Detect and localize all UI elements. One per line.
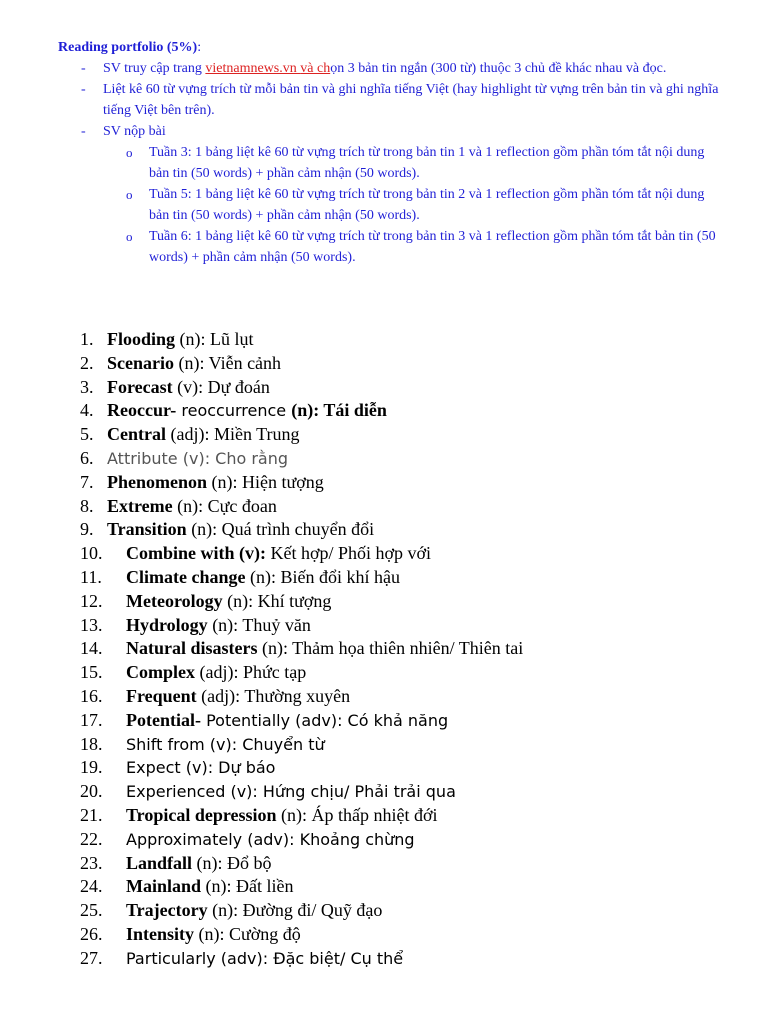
vocab-term: Potential-	[126, 709, 201, 730]
vocab-term: Complex	[126, 662, 195, 683]
vocab-entry	[126, 804, 438, 828]
vocab-number: 5.	[80, 424, 94, 445]
submission-sub-bullet: o Tuần 5: 1 bảng liệt kê 60 từ vựng trích từ trong bản tin 2 và 1 reflection gồm phần tóm tắt nội dung bản tin (50 words) + phần cảm nhận (50 words).	[58, 184, 728, 226]
vocab-term: Climate change	[126, 566, 246, 587]
vocab-term: Central	[107, 424, 166, 445]
vocab-entry: Experienced (v): Hứng chịu/ Phải trải qua	[126, 782, 456, 802]
vocab-entry: Shift from (v): Chuyển từ	[126, 734, 325, 754]
vocab-term: Intensity	[126, 923, 195, 944]
vocab-item	[80, 542, 760, 566]
vocab-number: 7.	[80, 471, 94, 492]
vocab-term: Scenario	[107, 352, 174, 373]
assignment-instructions	[58, 37, 748, 268]
vocab-number: 9.	[80, 519, 94, 540]
vocab-meaning: (n): Đường đi/ Quỹ đạo	[207, 900, 383, 921]
vocab-number: 1.	[80, 329, 94, 349]
vocab-item	[80, 828, 760, 852]
vocab-item	[80, 376, 760, 400]
vocab-entry	[107, 518, 374, 542]
vocab-term: Combine with (v):	[126, 543, 266, 564]
vocab-number: 2.	[80, 352, 94, 373]
vocab-entry	[126, 590, 331, 614]
vocab-number: 4.	[80, 400, 94, 421]
vocab-number: 10.	[80, 543, 103, 564]
submission-sub-bullet: o Tuần 6: 1 bảng liệt kê 60 từ vựng trích từ trong bản tin 3 và 1 reflection gồm phần tóm tắt bản tin (50 words) + phần cảm nhận (50 words).	[58, 226, 728, 268]
vocab-number: 18.	[80, 733, 103, 754]
vocab-entry	[126, 709, 448, 733]
vocab-derived-form: Potentially (adv): Có khả năng	[200, 710, 449, 730]
vocab-entry	[107, 495, 277, 519]
circle-bullet-icon: o	[126, 187, 133, 202]
vocab-entry	[126, 852, 272, 876]
vocab-entry	[107, 423, 300, 447]
vocab-item	[80, 661, 760, 685]
section-title: Reading portfolio (5%):	[58, 40, 202, 55]
vocab-term: Mainland	[126, 876, 202, 897]
vocab-entry: Particularly (adv): Đặc biệt/ Cụ thể	[126, 948, 404, 968]
vocab-meaning: (v): Dự đoán	[172, 376, 270, 397]
vocab-meaning: (adj): Phức tạp	[195, 662, 307, 683]
vocab-item	[80, 566, 760, 590]
vocab-item	[80, 614, 760, 638]
vocab-meaning: (n): Lũ lụt	[175, 329, 254, 349]
dash-bullet-icon: -	[81, 124, 86, 139]
vocab-item	[80, 875, 760, 899]
vocab-meaning: (n): Đổ bộ	[192, 852, 272, 873]
vocab-meaning: (n): Khí tượng	[222, 590, 332, 611]
vocab-entry	[126, 899, 382, 923]
vocabulary-list	[80, 328, 760, 971]
vocab-meaning: (n): Biến đổi khí hậu	[245, 566, 400, 587]
vocab-item	[80, 804, 760, 828]
instruction-bullet: - SV truy cập trang vietnamnews.vn và chọn 3 bản tin ngắn (300 từ) thuộc 3 chủ đề khác nhau và đọc.	[58, 58, 748, 79]
instruction-bullet: - SV nộp bài	[58, 121, 748, 142]
vocab-item	[80, 328, 760, 352]
vocab-meaning: (n): Viễn cảnh	[174, 352, 282, 373]
instruction-bullet: - Liệt kê 60 từ vựng trích từ mỗi bản tin và ghi nghĩa tiếng Việt (hay highlight từ vựng trên bản tin và ghi nghĩa tiếng Việt bên trên).	[58, 79, 748, 121]
vocab-number: 15.	[80, 662, 103, 683]
vocab-entry	[107, 376, 270, 400]
vocab-entry	[107, 328, 254, 352]
vocab-item	[80, 709, 760, 733]
vocab-term: Landfall	[126, 852, 193, 873]
dash-bullet-icon: -	[81, 61, 86, 76]
vocab-meaning: (n): Thuỷ văn	[207, 614, 311, 635]
vocab-item	[80, 590, 760, 614]
vocab-item	[80, 733, 760, 757]
vocab-number: 8.	[80, 495, 94, 516]
vocab-meaning: (n): Hiện tượng	[207, 471, 324, 492]
vocab-entry	[126, 566, 400, 590]
vocab-number: 14.	[80, 638, 103, 659]
vocab-item	[80, 447, 760, 471]
vocab-number: 25.	[80, 900, 103, 921]
vocab-term: Extreme	[107, 495, 173, 516]
vocab-item	[80, 780, 760, 804]
vocab-number: 12.	[80, 590, 103, 611]
dash-bullet-icon: -	[81, 82, 86, 97]
vocab-item	[80, 518, 760, 542]
vocab-entry: Attribute (v): Cho rằng	[107, 448, 289, 468]
vocab-number: 27.	[80, 947, 103, 968]
vocab-meaning: Kết hợp/ Phối hợp với	[266, 543, 432, 564]
vocab-entry	[126, 542, 431, 566]
vocab-entry	[126, 875, 294, 899]
vocab-number: 23.	[80, 852, 103, 873]
vocab-item	[80, 399, 760, 423]
vocab-term: Tropical depression	[126, 804, 277, 825]
vocab-item	[80, 423, 760, 447]
vocab-item	[80, 637, 760, 661]
vocab-number: 24.	[80, 876, 103, 897]
vocab-entry	[126, 661, 306, 685]
vocab-item	[80, 685, 760, 709]
vocab-term: Meteorology	[126, 590, 223, 611]
vocab-meaning: (n): Tái diễn	[291, 400, 387, 421]
vocab-number: 13.	[80, 614, 103, 635]
vocab-number: 16.	[80, 685, 103, 706]
vietnamnews-link[interactable]: vietnamnews.vn và ch	[205, 61, 331, 76]
vocab-item	[80, 756, 760, 780]
vocab-number: 3.	[80, 376, 94, 397]
vocab-number: 19.	[80, 757, 103, 778]
circle-bullet-icon: o	[126, 229, 133, 244]
vocab-term: Phenomenon	[107, 471, 208, 492]
vocab-item	[80, 352, 760, 376]
vocab-meaning: (n): Cường độ	[194, 923, 301, 944]
vocab-entry	[126, 614, 311, 638]
vocab-term: Natural disasters	[126, 638, 258, 659]
vocab-term: Trajectory	[126, 900, 208, 921]
vocab-meaning: (n): Áp thấp nhiệt đới	[276, 804, 438, 825]
vocab-meaning: (n): Đất liền	[201, 876, 294, 897]
vocab-meaning: (n): Thảm họa thiên nhiên/ Thiên tai	[257, 638, 524, 659]
vocab-entry: Expect (v): Dự báo	[126, 758, 276, 778]
vocab-term: Transition	[107, 519, 187, 540]
vocab-item	[80, 899, 760, 923]
vocab-derived-form: reoccurrence	[176, 401, 292, 421]
vocab-term: Frequent	[126, 685, 197, 706]
vocab-item	[80, 923, 760, 947]
vocab-meaning: (adj): Miền Trung	[165, 424, 300, 445]
vocab-item	[80, 495, 760, 519]
vocab-number: 6.	[80, 447, 94, 468]
vocab-item	[80, 947, 760, 971]
vocab-number: 21.	[80, 804, 103, 825]
vocab-meaning: (adj): Thường xuyên	[196, 685, 351, 706]
vocab-entry	[126, 637, 523, 661]
submission-sub-bullet: o Tuần 3: 1 bảng liệt kê 60 từ vựng trích từ trong bản tin 1 và 1 reflection gồm phần tóm tắt nội dung bản tin (50 words) + phần cảm nhận (50 words).	[58, 142, 728, 184]
vocab-entry	[107, 352, 281, 376]
vocab-number: 26.	[80, 923, 103, 944]
vocab-term: Hydrology	[126, 614, 208, 635]
vocab-entry	[126, 923, 301, 947]
circle-bullet-icon: o	[126, 145, 133, 160]
vocab-entry	[126, 685, 350, 709]
vocab-number: 17.	[80, 709, 103, 730]
vocab-number: 20.	[80, 781, 103, 802]
vocab-meaning: (n): Quá trình chuyển đổi	[186, 519, 375, 540]
vocab-number: 11.	[80, 566, 102, 587]
vocab-item	[80, 471, 760, 495]
vocab-term: Forecast	[107, 376, 173, 397]
vocab-entry	[107, 399, 387, 423]
vocab-term: Flooding	[107, 329, 176, 349]
vocab-meaning: (n): Cực đoan	[172, 495, 277, 516]
vocab-number: 22.	[80, 828, 103, 849]
vocab-entry	[107, 471, 324, 495]
vocab-entry: Approximately (adv): Khoảng chừng	[126, 829, 415, 849]
vocab-term: Reoccur-	[107, 400, 177, 421]
vocab-item	[80, 852, 760, 876]
